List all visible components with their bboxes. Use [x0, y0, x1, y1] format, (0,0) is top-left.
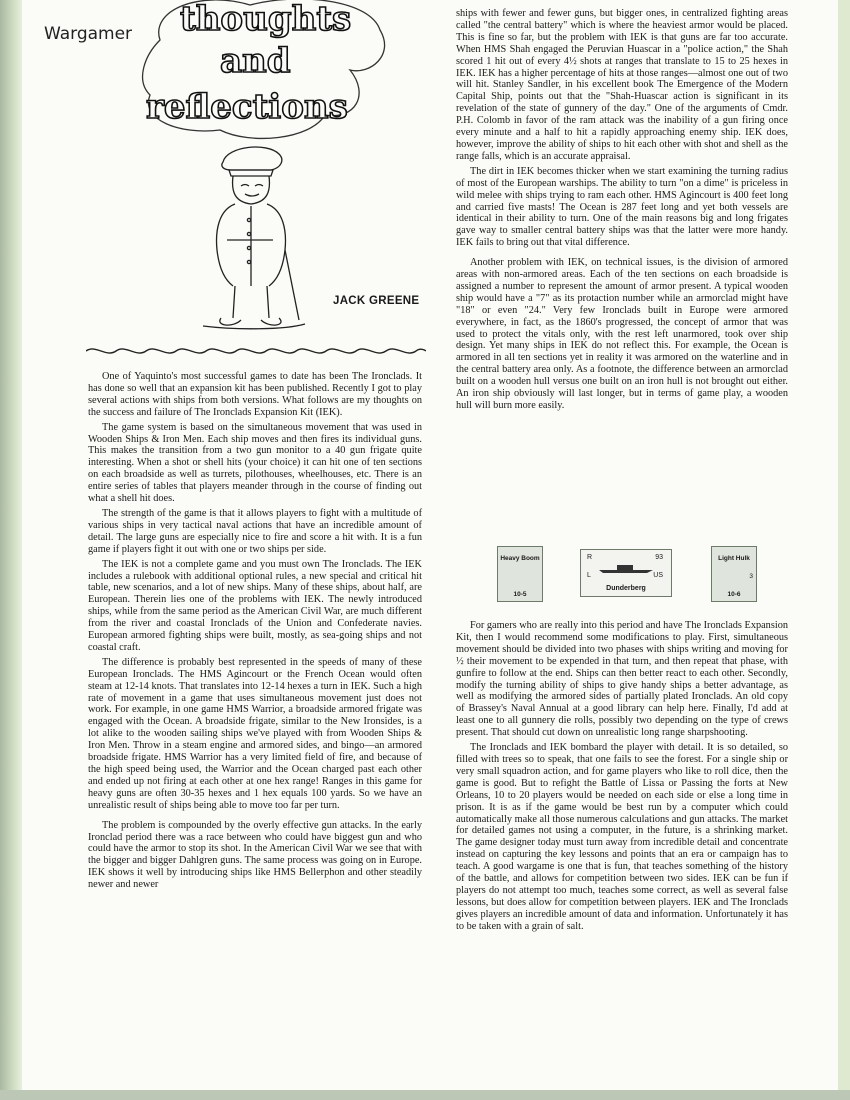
counter-code: R	[587, 554, 593, 561]
counter-nation: US	[653, 572, 663, 579]
counter-stats: 10-5	[513, 591, 527, 598]
paragraph: The problem is compounded by the overly effective gun attacks. In the early Ironclad period there was a race between who could have biggest gun and who could have the armor to stop its shot. In the American Civil War we see that with the bigger and bigger Dahlgren guns. The same process was going on in Europe. IEK shows it well by introducing ships like HMS Bellerphon and other steadily newer and newer	[88, 819, 422, 891]
counter-name: Light Hulk	[718, 555, 750, 562]
game-counters-illustration	[497, 546, 797, 606]
cartoon-officer-illustration	[175, 140, 325, 340]
counter-side: 3	[749, 573, 753, 580]
counter-light-hulk	[711, 546, 757, 602]
title-line-3: reflections	[146, 87, 348, 127]
paragraph: The strength of the game is that it allows players to fight with a multitude of various ships in very tactical naval actions that have an incredible amount of detail. The large guns are especially nice to fire and score a hit with. It is a fun game if players fight it out with one or two ships per side.	[88, 507, 422, 555]
paragraph: The game system is based on the simultaneous movement that was used in Wooden Ships & Iron Men. Each ship moves and then fires its individual guns. This makes the transition from a two gun monitor to a 40 gun frigate quite interesting. When a shot or shell hits (your choice) it can hit one of ten sections on each broadside as well as turrets, pilothouses, wheelhouses, etc. There is an entire series of tables that players meander through in the course of finding out what a shell hit does.	[88, 421, 422, 505]
paragraph: The Ironclads and IEK bombard the player with detail. It is so detailed, so filled with trees so to speak, that one fails to see the forest. For a single ship or very small squadron action, and for game players who like to roll dice, then the game is good. But to refight the Battle of Lissa or Passing the forts at New Orleans, 10 to 20 players would be needed on each side or else a long time in prison. It is as if the game would be best run by a computer which could automatically make all those numerous calculations and gun attacks. The market for detailed games not using a computer, in the future, is a shrinking market. The game designer today must turn away from incredible detail and concentrate instead on capturing the key lessons and points that an era or campaign has to teach. A good wargame is one that is fun, that teaches something of the history of the battle, and allows for competition between two sides. IEK can be fun if players do not attempt too much, teaches some correct, as well as several false lessons, but does allow for competition between players. IEK and The Ironclads gives players an incredible amount of data and information. Unfortunately it has to be taken with a grain of salt.	[456, 742, 788, 932]
paragraph: The IEK is not a complete game and you must own The Ironclads. The IEK includes a rulebook with additional optional rules, a new special and critical hit table, new scenarios, and a lot of new ships. Many of these ships, about half, are European. Therein lies one of the problems with IEK. The newly introduced ships, while from the same period as the American Civil War, are much different from the river and coastal Ironclads of the Union and Confederate navies. European armored fighting ships were built, mostly, as sea-going ships and not coastal craft.	[88, 558, 422, 653]
paragraph: ships with fewer and fewer guns, but bigger ones, in centralized fighting areas called "the central battery" which is where the heaviest armor would be placed. This is fine so far, but the problem with IEK is that guns are far too accurate. When HMS Shah engaged the Peruvian Huascar in a "police action," the Shah scored 1 hit out of every 4½ shots at ranges that translate to 15 to 25 hexes in IEK. IEK has a higher percentage of hits at those ranges—almost one out of two will hit. Stanley Sandler, in his excellent book The Emergence of the Modern Capital Ship, points out that the "Shah-Huascar action is significant in its revelation of the state of gunnery of the day." One of the arguments of Cmdr. P.H. Colomb in favor of the ram attack was the inability of a gun firing once every minute and a half to hit a rapidly approaching enemy ship. IEK does, however, improve the ability of ships to hit each other with shot and shell as the range falls, which is an accurate appraisal.	[456, 8, 788, 162]
article-column-right-bottom	[456, 620, 788, 936]
counter-heavy-boom	[497, 546, 543, 602]
author-byline: JACK GREENE	[333, 295, 420, 307]
article-column-left	[88, 371, 422, 894]
title-line-1: thoughts	[180, 0, 352, 39]
counter-dunderberg	[580, 549, 672, 597]
decorative-divider	[86, 344, 426, 358]
counter-letter: L	[587, 572, 591, 579]
counter-number: 93	[655, 554, 663, 561]
paragraph: One of Yaquinto's most successful games to date has been The Ironclads. It has done so well that an expansion kit has been published. Recently I got to play several actions with ships from both versions. What follows are my thoughts on the success and failure of The Ironclads Expansion Kit (IEK).	[88, 371, 422, 418]
title-lettering	[140, 0, 400, 150]
article-column-right-top	[456, 8, 788, 415]
paragraph: The difference is probably best represented in the speeds of many of these European Ironclads. The HMS Agincourt or the French Ocean would often steam at 12-14 knots. That translates into 12-14 hexes a turn in IEK. Such a high rate of movement in a game that uses simultaneous movement just does not work. For example, in one game HMS Warrior, a broadside armored frigate was engaged with the Ocean. A broadside frigate, similar to the New Ironsides, is a lot alike to the wooden sailing ships we've played with from Wooden Ships & Iron Men. Throw in a steam engine and armored sides, and bingo—an armored broadside frigate. HMS Warrior has a very limited field of fire, and because of the high speed being used, the Warrior and the Ocean charged past each other and ended up not firing at each other at one hex range! Ranges in this game for heavy guns are often 30-35 hexes and 1 hex equals 100 yards. So we have an unrealistic result of ships being able to move too far per turn.	[88, 656, 422, 811]
page-shadow-left	[0, 0, 22, 1100]
title-line-2: and	[220, 41, 291, 81]
paragraph: For gamers who are really into this period and have The Ironclads Expansion Kit, then I would recommend some modifications to play. First, simultaneous movement should be divided into two phases with ships writing and moving for ½ their movement to be expended in that turn, and then repeat that phase, with gunfire to follow at the end. Ships can then better react to each other. Secondly, modify the turning ability of ships to give handy ships a better advantage, as well as modifying the armored sides of partially plated Ironclads. An old copy of Brassey's Naval Annual at a good library can help here. Finally, I'd add at least one to all gunnery die rolls, possibly two depending on the type of crews present. That should cut down on unrealistic long range sharpshooting.	[456, 620, 788, 739]
counter-stats: 10-6	[727, 591, 741, 598]
counter-name: Dunderberg	[606, 585, 646, 592]
paragraph: The dirt in IEK becomes thicker when we start examining the turning radius of most of the European warships. The ability to turn "on a dime" is priceless in wild melee with ships trying to ram each other. HMS Agincourt is 400 feet long and carried five masts! The Ocean is 287 feet long and yet both vessels are identical in their ability to turn. One of the main reasons big and long frigates gave way to smaller central battery ships was that the latter were more handy. IEK fails to bring out that vital difference.	[456, 165, 788, 249]
counter-name: Heavy Boom	[500, 555, 540, 562]
paragraph: Another problem with IEK, on technical issues, is the division of armored areas with non-armored areas. Each of the ten sections on each broadside is assigned a number to represent the amount of armor present. A typical wooden ship would have a "7" as its protaction number while an armorclad might have "18" or even "24." Very few Ironclads built in Europe were armored everywhere, in fact, as the 1860's progressed, the concept of armor that was used to protect the vitals only, with the rest left unarmored, took over ship design. Yet many ships in IEK do not reflect this. For example, the Ocean is armored in all ten sections yet in reality it was armored on the waterline and in the central battery area only. As a footnote, the difference between an armorclad built on a wooden hull versus one built on an iron hull is not brought out either. An iron ship obviously will last longer, but in terms of game play, a wooden hull will burn more easily.	[456, 257, 788, 411]
site-watermark: Wargamer	[44, 24, 133, 44]
ship-silhouette-icon	[597, 562, 655, 574]
page-shadow-bottom	[0, 1090, 850, 1100]
